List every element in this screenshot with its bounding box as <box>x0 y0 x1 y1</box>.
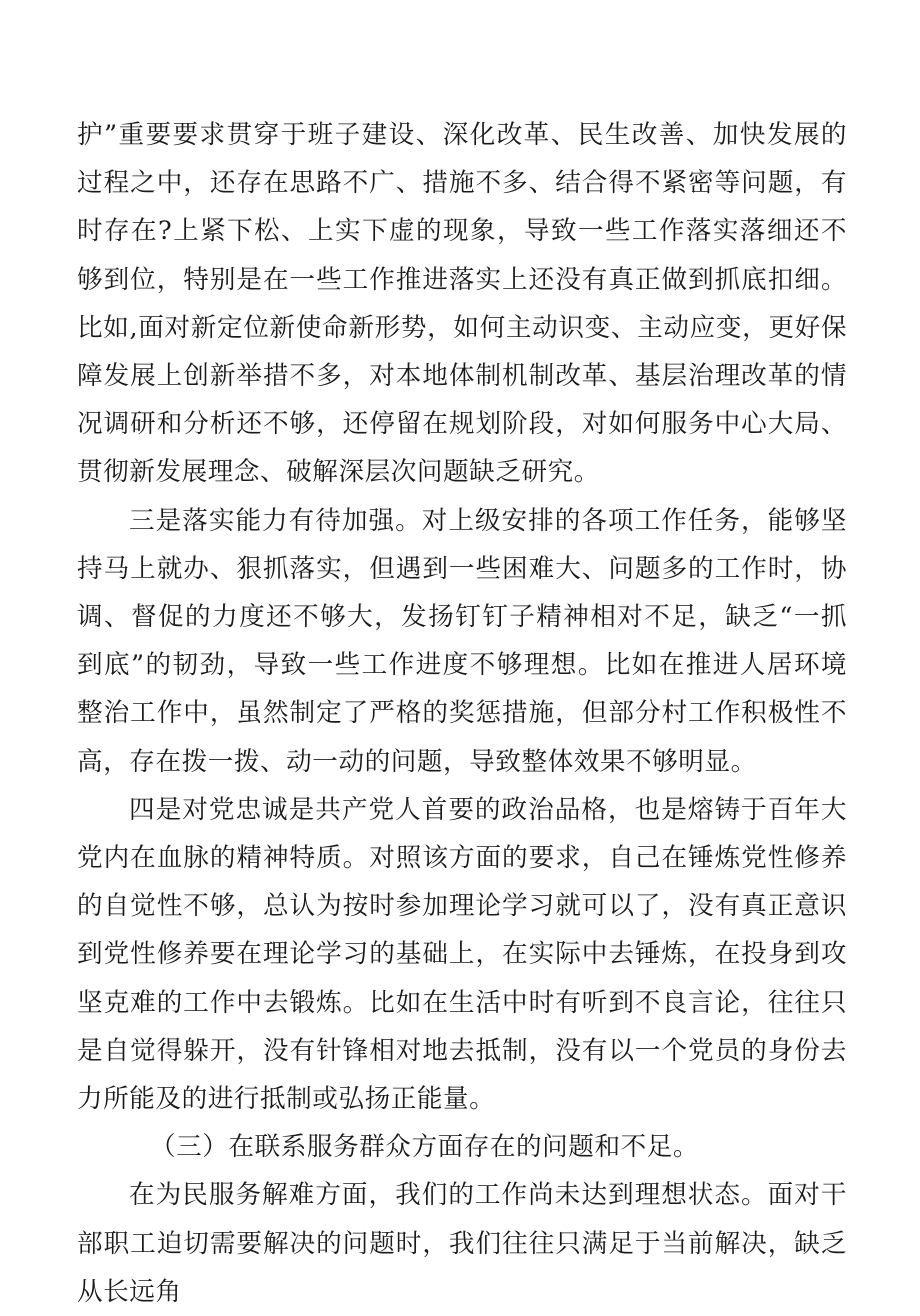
paragraph-implementation-ability: 三是落实能力有待加强。对上级安排的各项工作任务，能够坚持马上就办、狠抓落实，但遇到一些困难大、问题多的工作时，协调、督促的力度还不够大，发扬钉钉子精神相对不足，缺乏“一抓到底”的韧劲，导致一些工作进度不够理想。比如在推进人居环境整治工作中，虽然制定了严格的奖惩措施，但部分村工作积极性不高，存在拨一拨、动一动的问题，导致整体效果不够明显。 <box>77 505 847 777</box>
document-body <box>77 111 847 1316</box>
paragraph-serving-people: 在为民服务解难方面，我们的工作尚未达到理想状态。面对干部职工迫切需要解决的问题时，我们往往只满足于当前解决，缺乏从长远角 <box>77 1180 847 1307</box>
paragraph-party-loyalty: 四是对党忠诚是共产党人首要的政治品格，也是熔铸于百年大党内在血脉的精神特质。对照该方面的要求，自己在锤炼党性修养的自觉性不够，总认为按时参加理论学习就可以了，没有真正意识到党性修养要在理论学习的基础上，在实际中去锤炼，在投身到攻坚克难的工作中去锻炼。比如在生活中时有听到不良言论，往往只是自觉得躲开，没有针锋相对地去抵制，没有以一个党员的身份去力所能及的进行抵制或弘扬正能量。 <box>77 794 847 1115</box>
paragraph-continuation: 护”重要要求贯穿于班子建设、深化改革、民生改善、加快发展的过程之中，还存在思路不广、措施不多、结合得不紧密等问题，有时存在?上紧下松、上实下虚的现象，导致一些工作落实落细还不够到位，特别是在一些工作推进落实上还没有真正做到抓底扣细。比如,面对新定位新使命新形势，如何主动识变、主动应变，更好保障发展上创新举措不多，对本地体制机制改革、基层治理改革的情况调研和分析还不够，还停留在规划阶段，对如何服务中心大局、贯彻新发展理念、破解深层次问题缺乏研究。 <box>77 120 847 488</box>
section-heading-serving-masses: （三）在联系服务群众方面存在的问题和不足。 <box>150 1132 700 1163</box>
